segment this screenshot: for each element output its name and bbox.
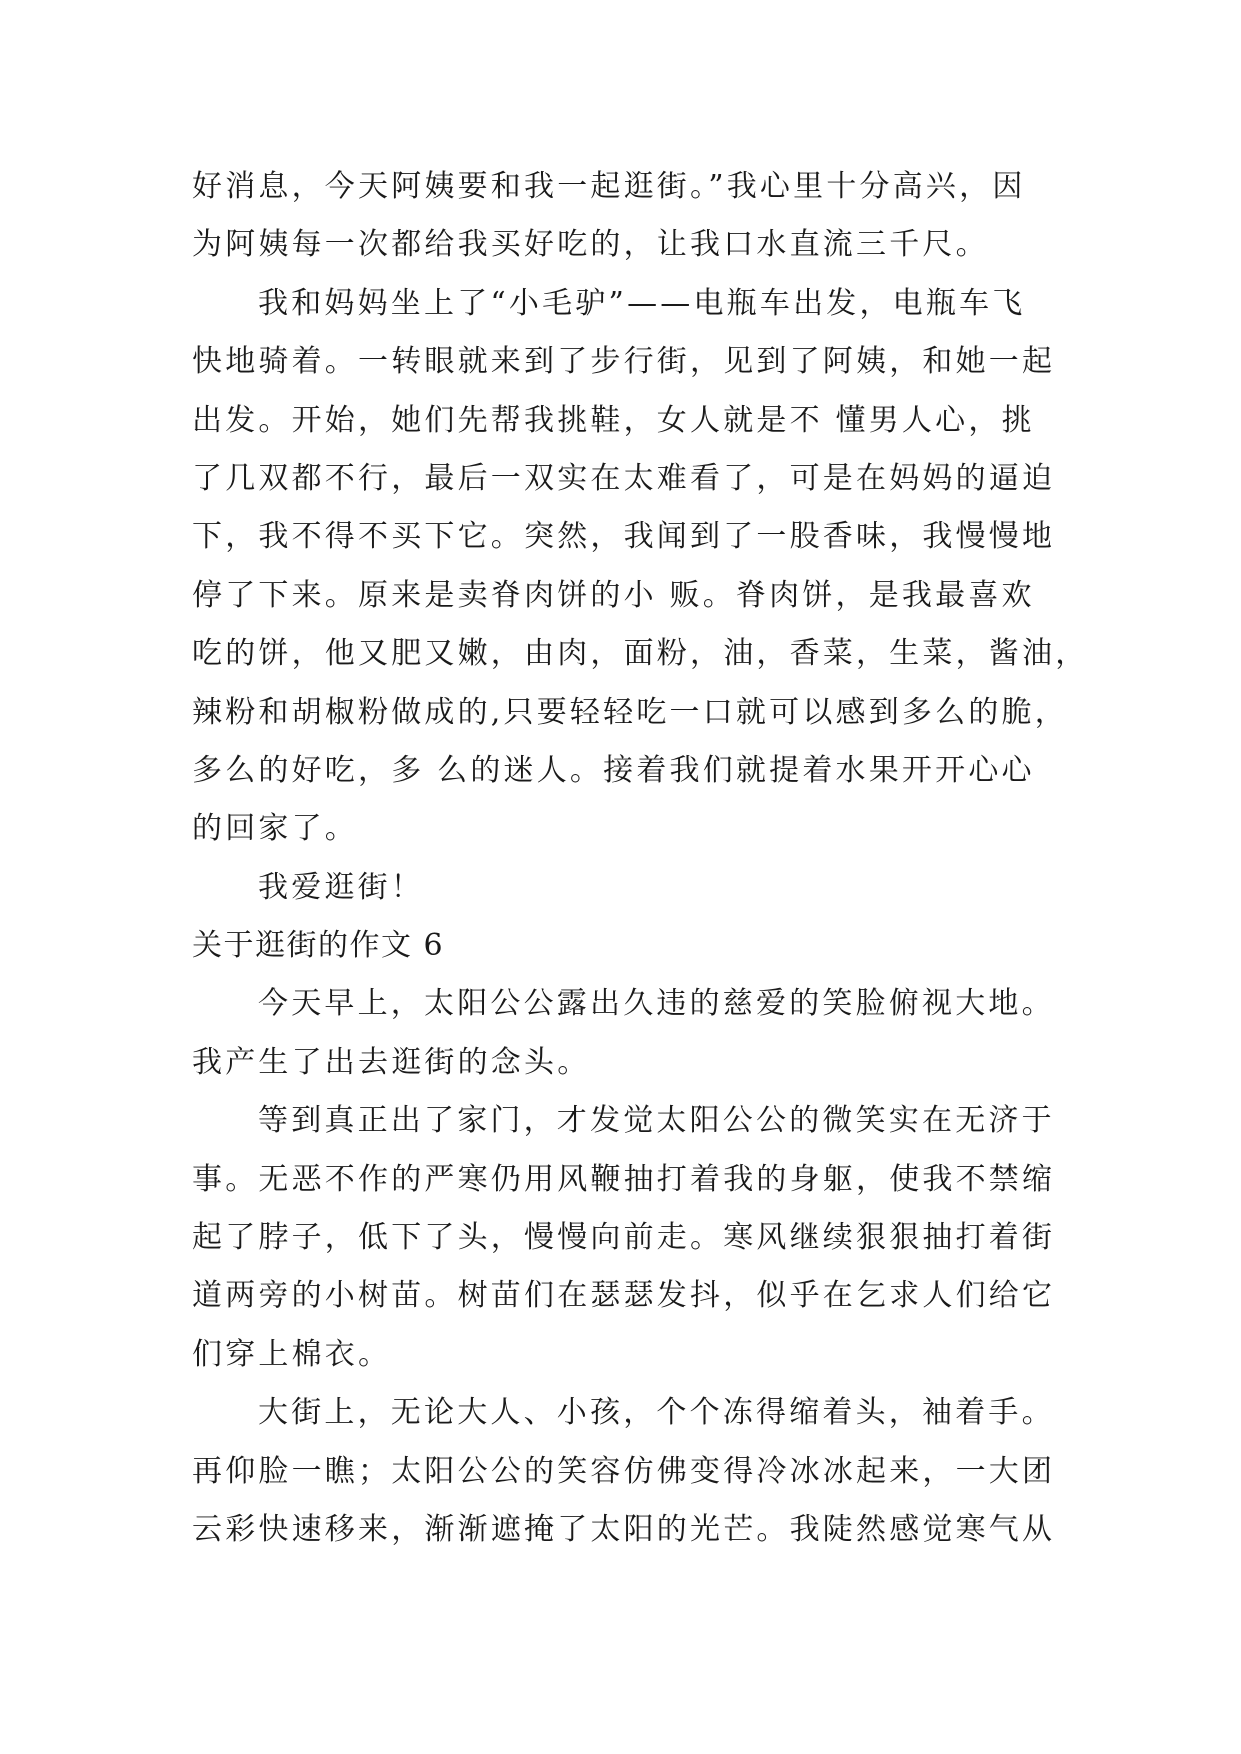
paragraph-start-line: 我爱逛街！ bbox=[258, 869, 424, 905]
text-line: 事。无恶不作的严寒仍用风鞭抽打着我的身躯，使我不禁缩 bbox=[192, 1161, 1056, 1197]
text-line: 下，我不得不买下它。突然，我闻到了一股香味，我慢慢地 bbox=[192, 519, 1056, 555]
text-line: 停了下来。原来是卖脊肉饼的小 贩。脊肉饼，是我最喜欢 bbox=[192, 577, 1035, 613]
essay-body bbox=[192, 158, 1092, 1559]
text-line: 了几双都不行，最后一双实在太难看了，可是在妈妈的逼迫 bbox=[192, 460, 1056, 496]
paragraph-start-line: 今天早上，太阳公公露出久违的慈爱的笑脸俯视大地。 bbox=[258, 986, 1055, 1022]
text-line: 多么的好吃，多 么的迷人。接着我们就提着水果开开心心 bbox=[192, 752, 1035, 788]
text-line: 道两旁的小树苗。树苗们在瑟瑟发抖，似乎在乞求人们给它 bbox=[192, 1278, 1056, 1314]
paragraph-start-line: 大街上，无论大人、小孩，个个冻得缩着头，袖着手。 bbox=[258, 1395, 1055, 1431]
text-line: 吃的饼，他又肥又嫩，由肉，面粉，油，香菜，生菜，酱油， bbox=[192, 636, 1089, 672]
text-line: 我产生了出去逛街的念头。 bbox=[192, 1044, 591, 1080]
paragraph-start-line: 等到真正出了家门，才发觉太阳公公的微笑实在无济于 bbox=[258, 1103, 1055, 1139]
paragraph-start-line: 我和妈妈坐上了“小毛驴”——电瓶车出发，电瓶车飞 bbox=[258, 285, 1026, 321]
text-line: 再仰脸一瞧；太阳公公的笑容仿佛变得冷冰冰起来，一大团 bbox=[192, 1453, 1056, 1489]
text-line: 快地骑着。一转眼就来到了步行街，见到了阿姨，和她一起 bbox=[192, 344, 1056, 380]
text-line: 的回家了。 bbox=[192, 811, 358, 847]
text-line: 出发。开始，她们先帮我挑鞋，女人就是不 懂男人心，挑 bbox=[192, 402, 1035, 438]
section-heading: 关于逛街的作文 6 bbox=[192, 928, 445, 964]
text-line: 起了脖子，低下了头，慢慢向前走。寒风继续狠狠抽打着街 bbox=[192, 1220, 1056, 1256]
text-line: 好消息，今天阿姨要和我一起逛街。”我心里十分高兴，因 bbox=[192, 169, 1026, 204]
text-line: 云彩快速移来，渐渐遮掩了太阳的光芒。我陡然感觉寒气从 bbox=[192, 1511, 1056, 1547]
text-line: 辣粉和胡椒粉做成的,只要轻轻吃一口就可以感到多么的脆， bbox=[192, 694, 1068, 730]
text-line: 们穿上棉衣。 bbox=[192, 1336, 392, 1372]
text-line: 为阿姨每一次都给我买好吃的，让我口水直流三千尺。 bbox=[192, 227, 989, 263]
